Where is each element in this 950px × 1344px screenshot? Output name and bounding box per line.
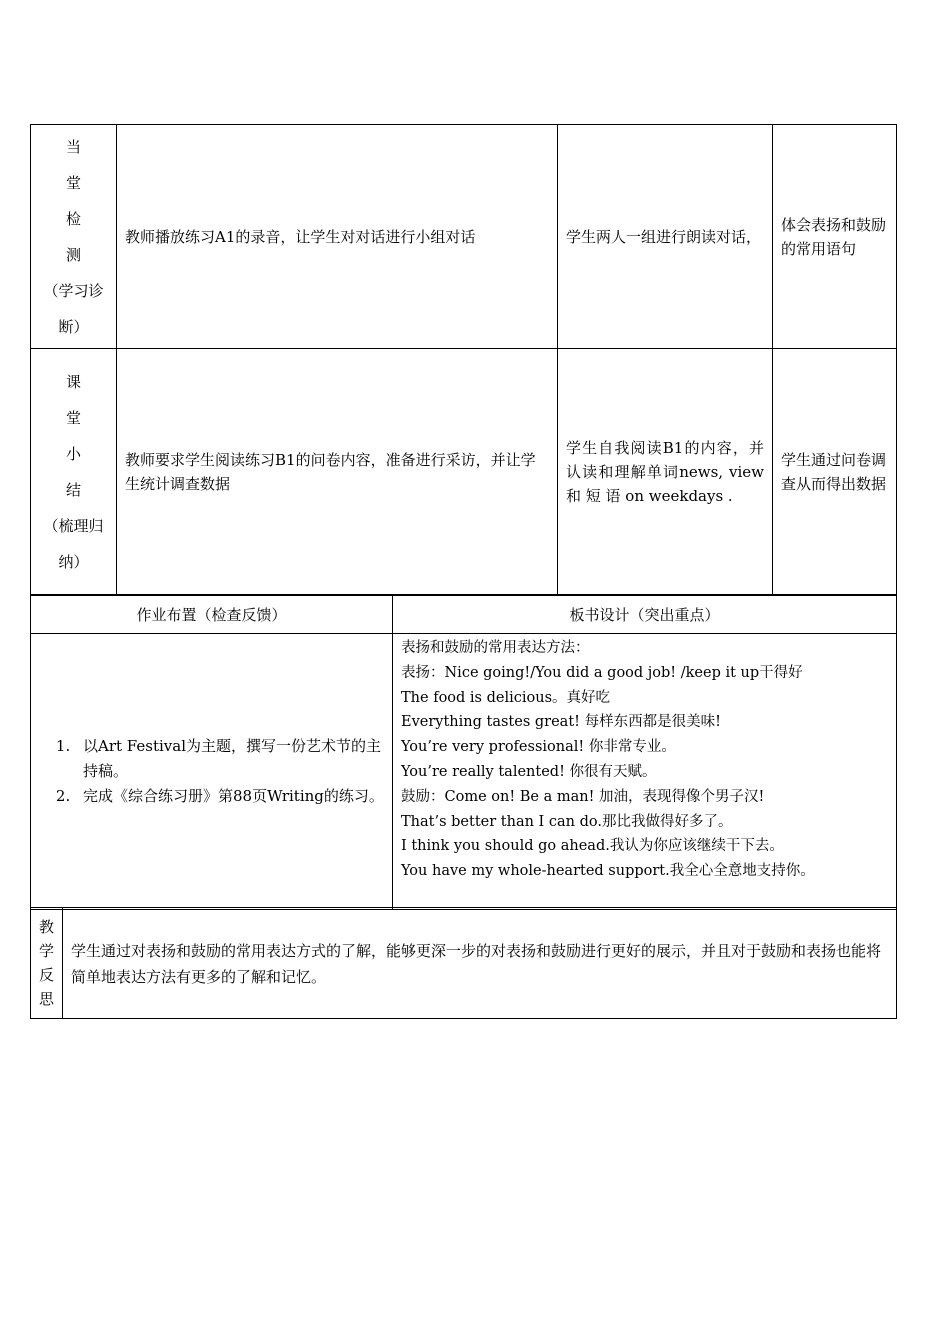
content-row: [31, 634, 897, 910]
homework-header: 作业布置（检查反馈）: [31, 595, 393, 634]
board-cell: [393, 634, 897, 910]
label-char: 教: [38, 918, 54, 936]
board-line: That’s better than I can do.那比我做得好多了。: [401, 813, 733, 830]
section-in-class-test: [31, 125, 897, 349]
board-line: You have my whole-hearted support.我全心全意地支持你。: [401, 863, 815, 880]
board-line: 表扬：Nice going!/You did a good job! /keep it up干得好: [401, 664, 803, 681]
board-line: I think you should go ahead.我认为你应该继续干下去。: [401, 838, 784, 855]
design-purpose: 学生通过问卷调查从而得出数据: [773, 349, 897, 596]
board-line: 鼓励：Come on! Be a man! 加油，表现得像个男子汉!: [401, 788, 765, 805]
homework-cell: [31, 634, 393, 910]
section-label: [31, 349, 117, 596]
lesson-steps-table: [30, 124, 897, 596]
label-char: 堂: [65, 409, 81, 427]
label-char: （梳理归: [43, 517, 104, 535]
reflection-row: [31, 908, 897, 1019]
board-line: The food is delicious。真好吃: [401, 689, 611, 706]
board-line: 表扬和鼓励的常用表达方法：: [401, 640, 590, 656]
label-char: 思: [38, 990, 54, 1008]
teacher-activity: 教师播放练习A1的录音，让学生对对话进行小组对话: [117, 125, 558, 349]
reflection-label: [31, 908, 63, 1019]
label-char: 课: [65, 373, 81, 391]
label-char: 断）: [58, 317, 89, 336]
label-char: 检: [65, 209, 81, 228]
board-line: You’re very professional! 你非常专业。: [401, 739, 676, 756]
student-activity: 学生两人一组进行朗读对话，: [558, 125, 773, 349]
label-char: 测: [65, 245, 81, 264]
board-line: You’re really talented! 你很有天赋。: [401, 763, 657, 780]
header-row: [31, 595, 897, 634]
section-summary: [31, 349, 897, 596]
board-header: 板书设计（突出重点）: [393, 595, 897, 634]
section-label: [31, 125, 117, 349]
teacher-activity: 教师要求学生阅读练习B1的问卷内容，准备进行采访，并让学生统计调查数据: [117, 349, 558, 596]
label-char: 纳）: [58, 553, 89, 571]
label-char: 堂: [65, 173, 81, 192]
label-char: 学: [38, 942, 54, 960]
reflection-text: 学生通过对表扬和鼓励的常用表达方式的了解，能够更深一步的对表扬和鼓励进行更好的展示，并且对于鼓励和表扬也能将简单地表达方法有更多的了解和记忆。: [63, 908, 897, 1019]
board-line: Everything tastes great! 每样东西都是很美味!: [401, 714, 721, 731]
homework-item: 1. 以Art Festival为主题，撰写一份艺术节的主持稿。: [75, 734, 384, 784]
design-purpose: 体会表扬和鼓励的常用语句: [773, 125, 897, 349]
homework-board-table: [30, 594, 897, 910]
homework-list: [31, 734, 384, 809]
homework-item: 2. 完成《综合练习册》第88页Writing的练习。: [75, 784, 384, 809]
reflection-table: [30, 907, 897, 1019]
label-char: （学习诊: [43, 281, 104, 300]
label-char: 小: [65, 445, 81, 463]
label-char: 结: [65, 481, 81, 499]
student-activity: 学生自我阅读B1的内容，并认读和理解单词news, view 和 短 语 on weekdays .: [558, 349, 773, 596]
label-char: 反: [38, 966, 54, 984]
label-char: 当: [65, 137, 81, 156]
